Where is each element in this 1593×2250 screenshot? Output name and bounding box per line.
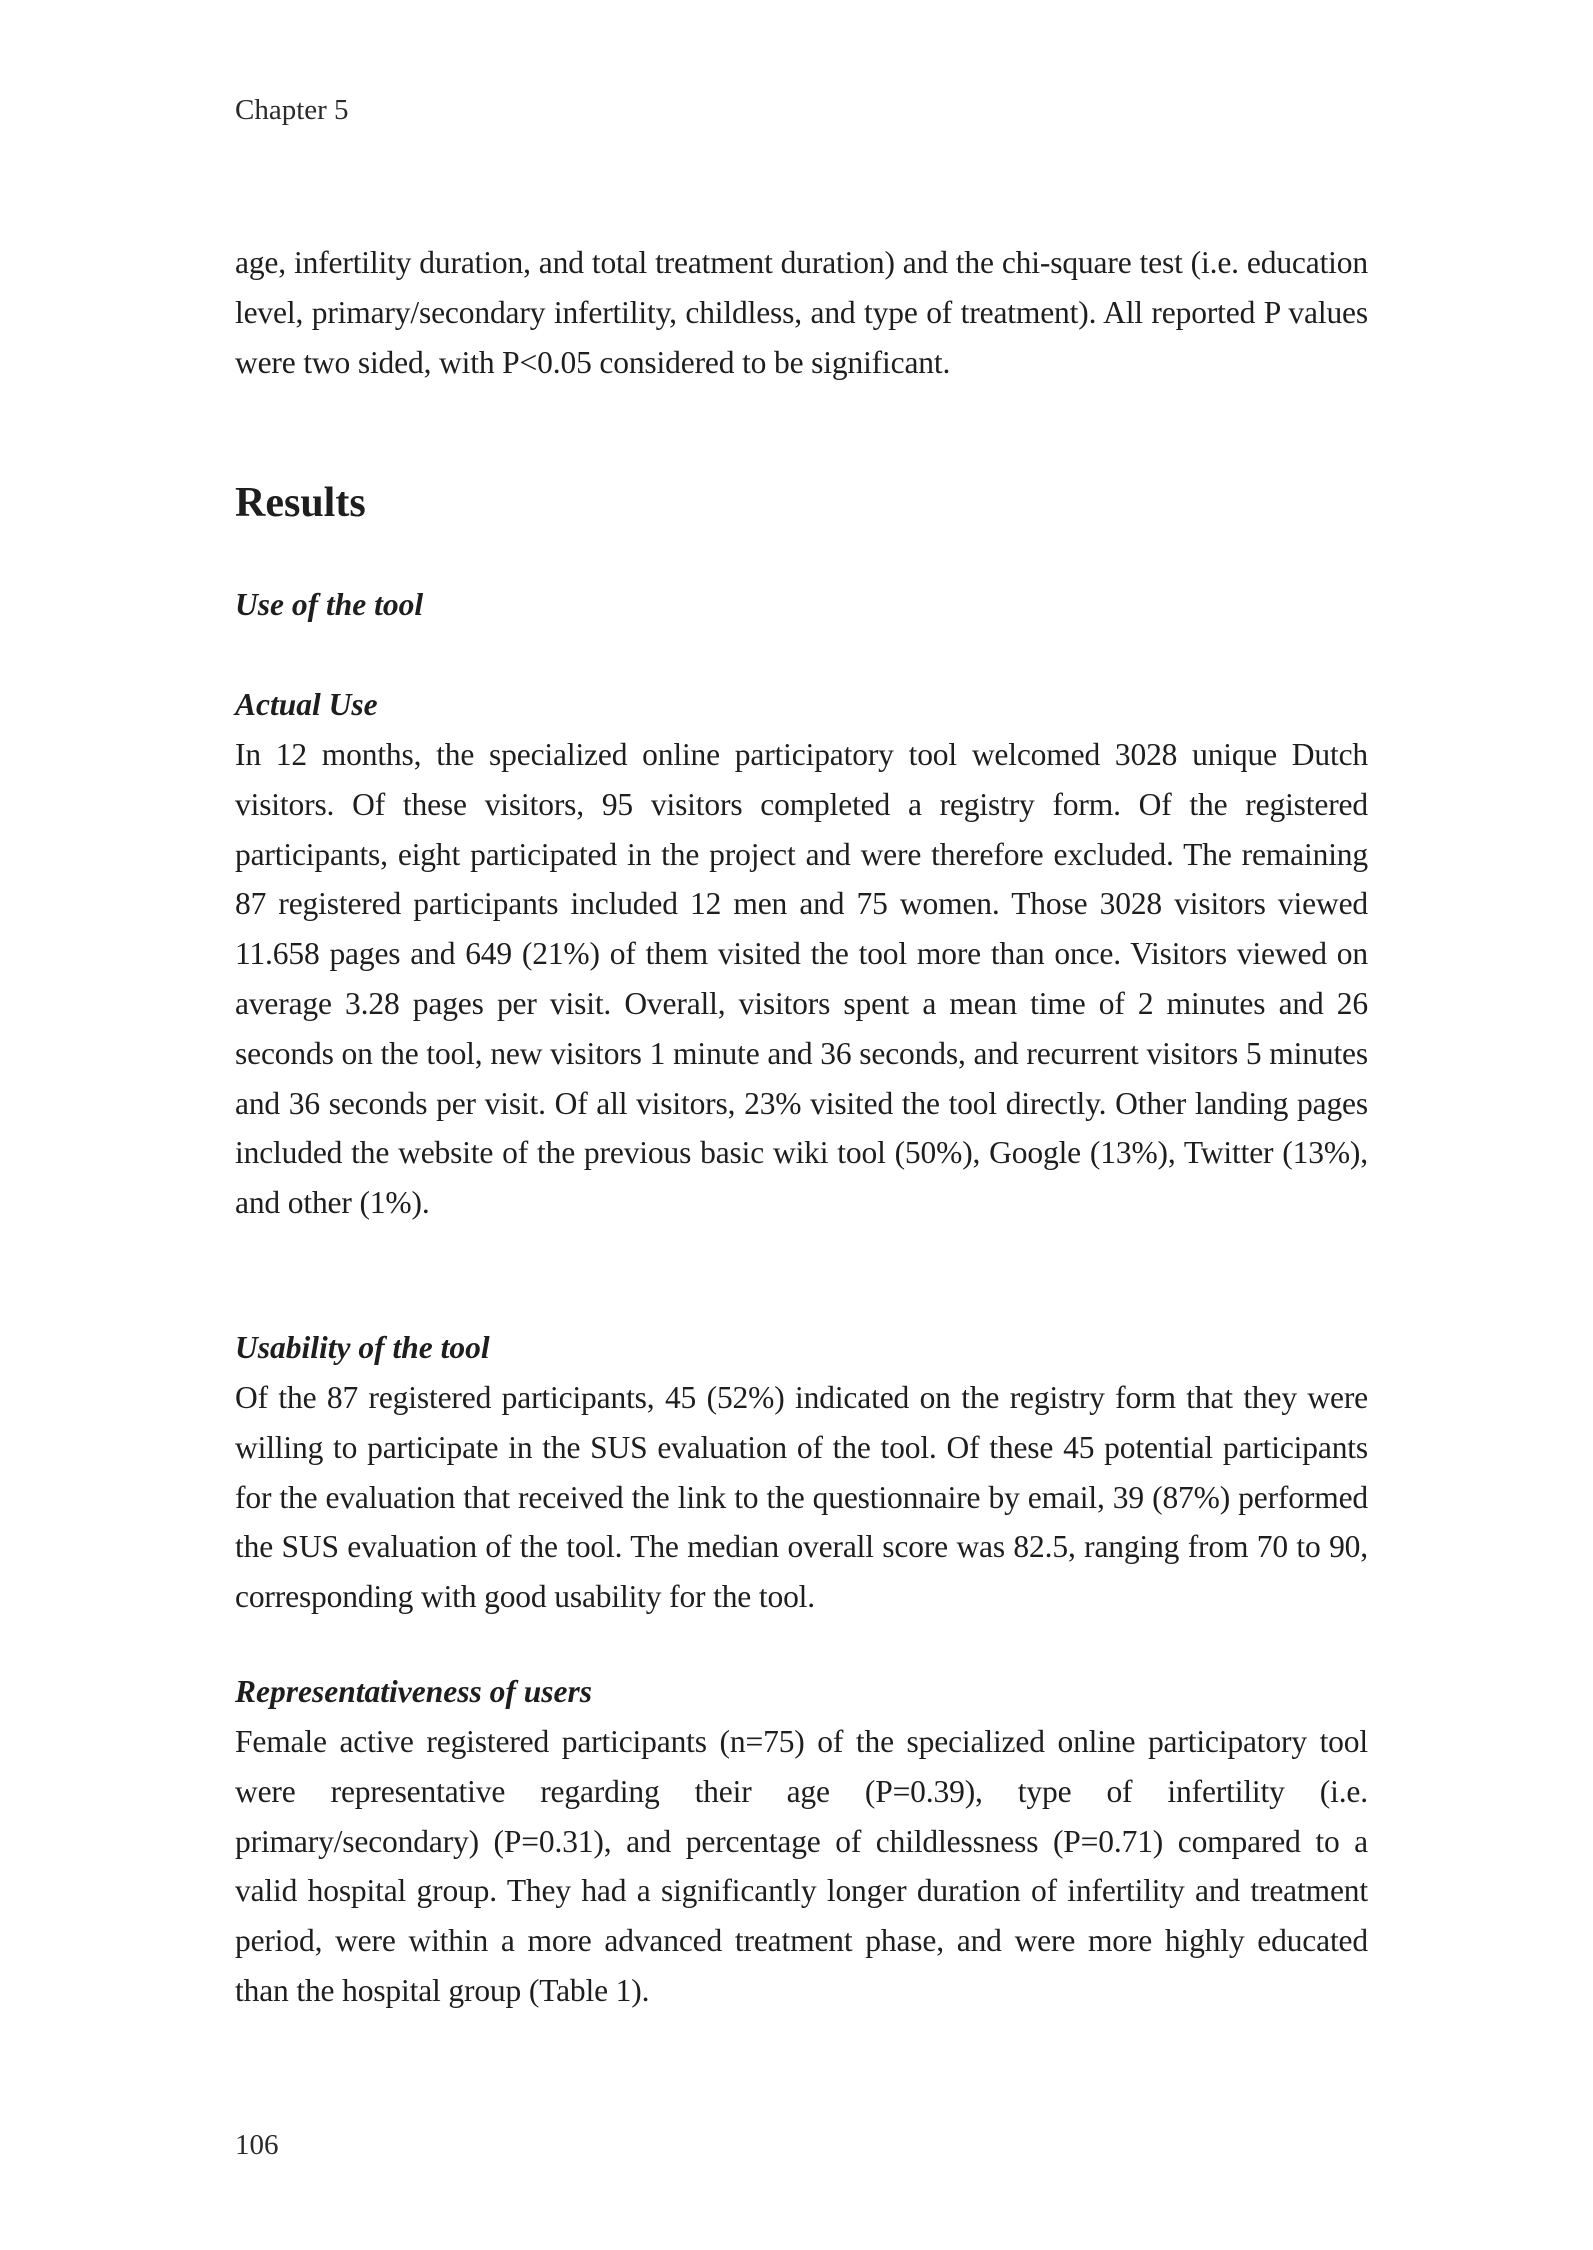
running-head: Chapter 5 [235,94,349,126]
paragraph-usability: Of the 87 registered participants, 45 (52%) indicated on the registry form that they were willing to participate in the SUS evaluation of the tool. Of these 45 potential participants for the evaluation that received the link to the questionnaire by email, 39 (87%) performed the SUS evaluation of the tool. The median overall score was 82.5, ranging from 70 to 90, corresponding with good usability for the tool. [235,1380,1368,1615]
paragraph-representativeness: Female active registered participants (n=75) of the specialized online participatory tool were representative regarding their age (P=0.39), type of infertility (i.e. primary/secondary) (P=0.31), and percentage of childlessness (P=0.71) compared to a valid hospital group. They had a significantly longer duration of infertility and treatment period, were within a more advanced treatment phase, and were more highly educated than the hospital group (Table 1). [235,1724,1368,2008]
heading-representativeness: Representativeness of users [235,1674,592,1709]
heading-actual-use: Actual Use [235,687,378,722]
page-number: 106 [235,2129,279,2161]
subsection-title-use-of-tool: Use of the tool [235,587,424,622]
heading-usability: Usability of the tool [235,1330,490,1365]
paragraph-actual-use: In 12 months, the specialized online participatory tool welcomed 3028 unique Dutch visitors. Of these visitors, 95 visitors completed a registry form. Of the registered participants, eight participated in the project and were therefore excluded. The remaining 87 registered participants included 12 men and 75 women. Those 3028 visitors viewed 11.658 pages and 649 (21%) of them visited the tool more than once. Visitors viewed on average 3.28 pages per visit. Overall, visitors spent a mean time of 2 minutes and 26 seconds on the tool, new visitors 1 minute and 36 seconds, and recurrent visitors 5 minutes and 36 seconds per visit. Of all visitors, 23% visited the tool directly. Other landing pages included the website of the previous basic wiki tool (50%), Google (13%), Twitter (13%), and other (1%). [235,737,1368,1221]
section-title-results: Results [235,480,366,526]
intro-paragraph: age, infertility duration, and total treatment duration) and the chi-square test (i.e. education level, primary/secondary infertility, childless, and type of treatment). All reported P values were two sided, with P<0.05 considered to be significant. [235,245,1368,380]
